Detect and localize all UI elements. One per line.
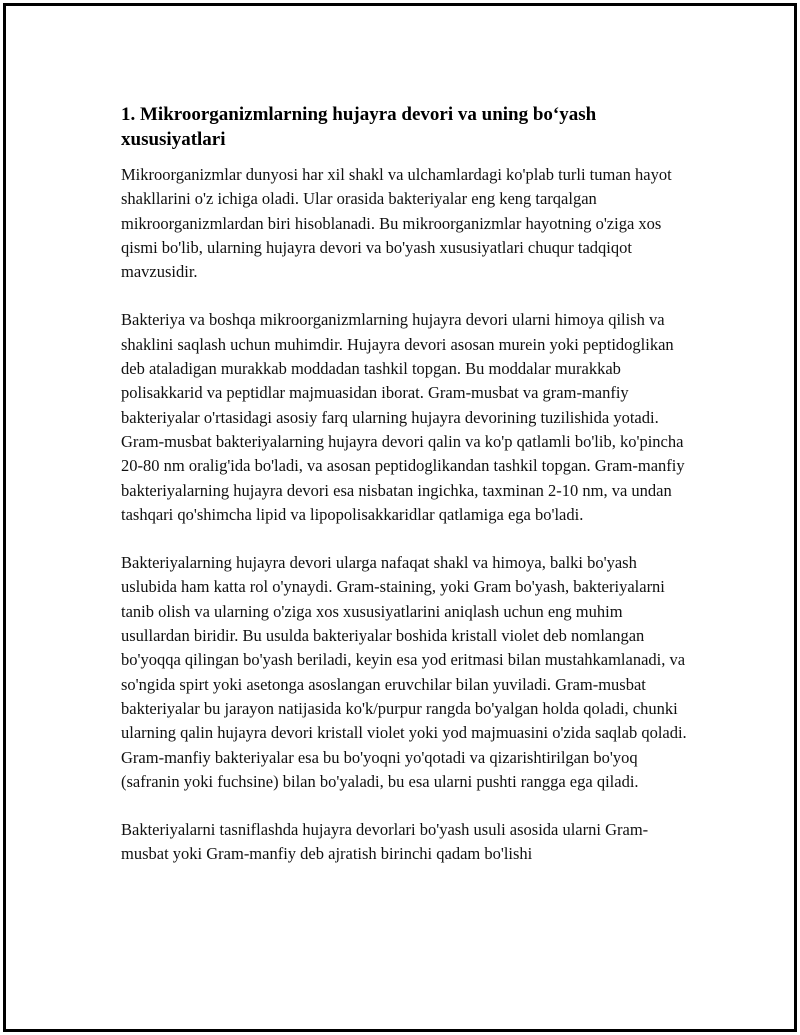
- paragraph-2: Bakteriya va boshqa mikroorganizmlarning hujayra devori ularni himoya qilish va shaklini saqlash uchun muhimdir. Hujayra devori asosan murein yoki peptidoglikan deb ataladigan murakkab moddadan tashkil topgan. Bu moddalar murakkab polisakkarid va peptidlar majmuasidan iborat. Gram-musbat va gram-manfiy bakteriyalar o'rtasidagi asosiy farq ularning hujayra devorining tuzilishida yotadi. Gram-musbat bakteriyalarning hujayra devori qalin va ko'p qatlamli bo'lib, ko'pincha 20-80 nm oralig'ida bo'ladi, va asosan peptidoglikandan tashkil topgan. Gram-manfiy bakteriyalarning hujayra devori esa nisbatan ingichka, taxminan 2-10 nm, va undan tashqari qo'shimcha lipid va lipopolisakkaridlar qatlamiga ega bo'ladi.: [121, 310, 685, 524]
- document-body: [121, 102, 691, 891]
- paragraph-4: Bakteriyalarni tasniflashda hujayra devorlari bo'yash usuli asosida ularni Gram-musbat yoki Gram-manfiy deb ajratish birinchi qadam bo'lishi: [121, 820, 649, 864]
- paragraph-1: Mikroorganizmlar dunyosi har xil shakl va ulchamlardagi ko'plab turli tuman hayot shakllarini o'z ichiga oladi. Ular orasida bakteriyalar eng keng tarqalgan mikroorganizmlardan biri hisoblanadi. Bu mikroorganizmlar hayotning o'ziga xos qismi bo'lib, ularning hujayra devori va bo'yash xususiyatlari chuqur tadqiqot mavzusidir.: [121, 165, 672, 282]
- section-heading: 1. Mikroorganizmlarning hujayra devori va uning bo‘yash xususiyatlari: [121, 104, 597, 150]
- paragraph-3: Bakteriyalarning hujayra devori ularga nafaqat shakl va himoya, balki bo'yash uslubida ham katta rol o'ynaydi. Gram-staining, yoki Gram bo'yash, bakteriyalarni tanib olish va ularning o'ziga xos xususiyatlarini aniqlash uchun eng muhim usullardan biridir. Bu usulda bakteriyalar boshida kristall violet deb nomlangan bo'yoqqa qilingan bo'yash beriladi, keyin esa yod eritmasi bilan mustahkamlanadi, va so'ngida spirt yoki asetonga asoslangan eruvchilar bilan yuviladi. Gram-musbat bakteriyalar bu jarayon natijasida ko'k/purpur rangda bo'yalgan holda qoladi, chunki ularning qalin hujayra devori kristall violet yoki yod majmuasini o'zida saqlab qoladi. Gram-manfiy bakteriyalar esa bu bo'yoqni yo'qotadi va qizarishtirilgan bo'yoq (safranin yoki fuchsine) bilan bo'yaladi, bu esa ularni pushti rangga ega qiladi.: [121, 553, 687, 791]
- page-frame: [3, 3, 797, 1032]
